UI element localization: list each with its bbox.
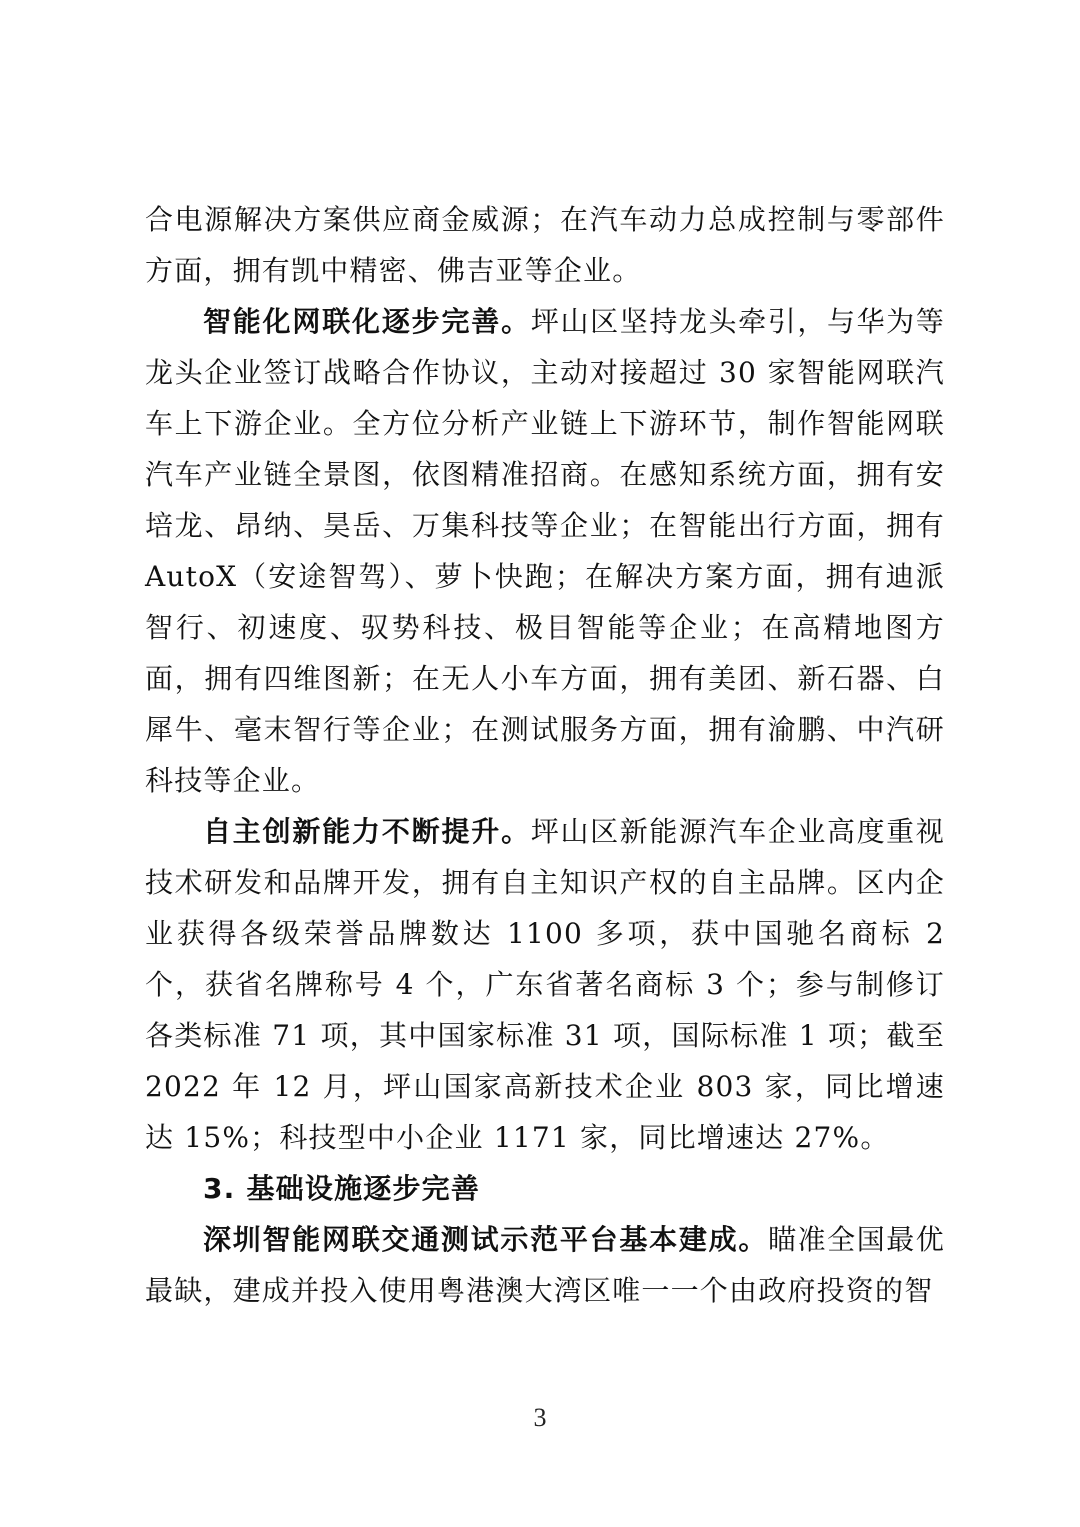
- page-number: 3: [533, 1403, 547, 1432]
- paragraph-continuation: [145, 194, 945, 296]
- paragraph-lead: 深圳智能网联交通测试示范平台基本建成。: [203, 1223, 769, 1256]
- document-body: [145, 194, 945, 1316]
- paragraph-innovation: [145, 806, 945, 1163]
- paragraph-text: 瞄准全国最优最缺，建成并投入使用粤港澳大湾区唯一一个由政府投资的智: [145, 1223, 946, 1307]
- paragraph-intelligent-connectivity: [145, 296, 945, 806]
- paragraph-test-platform: [145, 1214, 945, 1316]
- paragraph-text: 坪山区坚持龙头牵引，与华为等龙头企业签订战略合作协议，主动对接超过 30 家智能网联汽车上下游企业。全方位分析产业链上下游环节，制作智能网联汽车产业链全景图，依图精准招商。在感知系统方面，拥有安培龙、昂纳、昊岳、万集科技等企业；在智能出行方面，拥有 AutoX（安途智驾）、萝卜快跑；在解决方案方面，拥有迪派智行、初速度、驭势科技、极目智能等企业；在高精地图方面，拥有四维图新；在无人小车方面，拥有美团、新石器、白犀牛、毫末智行等企业；在测试服务方面，拥有渝鹏、中汽研科技等企业。: [145, 305, 945, 797]
- paragraph-text: 坪山区新能源汽车企业高度重视技术研发和品牌开发，拥有自主知识产权的自主品牌。区内企业获得各级荣誉品牌数达 1100 多项，获中国驰名商标 2 个，获省名牌称号 4 个，广东省著名商标 3 个；参与制修订各类标准 71 项，其中国家标准 31 项，国际标准 1 项；截至 2022 年 12 月，坪山国家高新技术企业 803 家，同比增速达 15%；科技型中小企业 1171 家，同比增速达 27%。: [145, 815, 945, 1154]
- section-heading: 3. 基础设施逐步完善: [203, 1172, 481, 1205]
- paragraph-lead: 自主创新能力不断提升。: [203, 815, 531, 848]
- paragraph-text: 合电源解决方案供应商金威源；在汽车动力总成控制与零部件方面，拥有凯中精密、佛吉亚等企业。: [145, 203, 945, 287]
- paragraph-lead: 智能化网联化逐步完善。: [203, 305, 531, 338]
